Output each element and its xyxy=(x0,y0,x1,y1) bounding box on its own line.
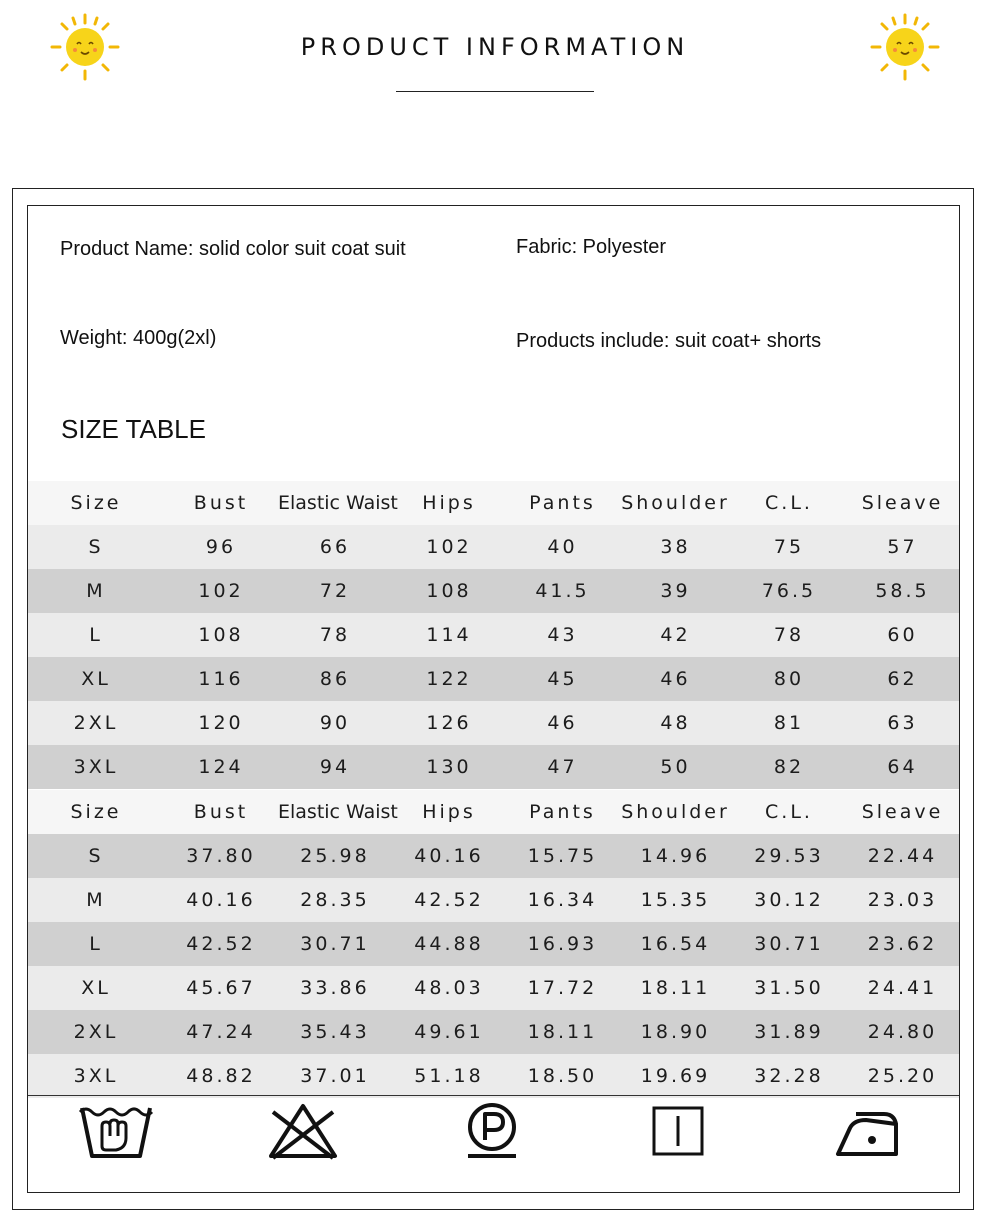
table-cell: 96 xyxy=(205,536,237,558)
table-cell: 14.96 xyxy=(640,845,711,867)
table-cell: 16.54 xyxy=(640,933,711,955)
table-cell: 108 xyxy=(426,580,472,602)
size-table-title: SIZE TABLE xyxy=(61,414,206,444)
table-row xyxy=(28,657,959,701)
table-cell: 102 xyxy=(198,580,244,602)
table-cell: 48 xyxy=(660,712,691,734)
table-cell: 18.11 xyxy=(527,1021,598,1043)
table-cell: 130 xyxy=(426,756,472,778)
table-cell: 114 xyxy=(426,624,472,646)
table-cell: 45.67 xyxy=(186,977,256,999)
table-row xyxy=(28,525,959,569)
table-cell: 66 xyxy=(319,536,351,558)
table-cell: 22.44 xyxy=(867,845,938,867)
size-table-inch xyxy=(28,790,959,1098)
table-row xyxy=(28,1054,959,1098)
table-cell: 17.72 xyxy=(527,977,598,999)
table-header-row xyxy=(28,481,959,525)
table-cell: 81 xyxy=(773,712,805,734)
table-cell: 126 xyxy=(426,712,472,734)
table-row xyxy=(28,878,959,922)
table-cell: 25.20 xyxy=(867,1065,938,1087)
header-cell: C.L. xyxy=(765,492,813,514)
table-cell: 16.93 xyxy=(527,933,598,955)
table-cell: 120 xyxy=(198,712,244,734)
header-cell: Hips xyxy=(422,801,476,823)
table-cell: 42 xyxy=(660,624,691,646)
table-cell: 40.16 xyxy=(414,845,484,867)
table-cell: L xyxy=(89,624,103,646)
table-cell: 28.35 xyxy=(300,889,370,911)
table-cell: 43 xyxy=(547,624,578,646)
table-row xyxy=(28,613,959,657)
table-cell: L xyxy=(89,933,103,955)
table-cell: 16.34 xyxy=(527,889,598,911)
header-cell: Size xyxy=(70,801,122,823)
table-cell: 45 xyxy=(547,668,578,690)
header-cell: Shoulder xyxy=(621,801,730,823)
table-row xyxy=(28,922,959,966)
table-cell: 31.89 xyxy=(754,1021,824,1043)
header-cell: Hips xyxy=(422,492,476,514)
table-cell: 82 xyxy=(773,756,805,778)
table-cell: 102 xyxy=(426,536,472,558)
table-row xyxy=(28,966,959,1010)
table-cell: 24.41 xyxy=(867,977,938,999)
table-cell: 37.80 xyxy=(186,845,256,867)
table-row xyxy=(28,1010,959,1054)
table-cell: 60 xyxy=(887,624,918,646)
table-cell: 122 xyxy=(426,668,472,690)
table-cell: 47.24 xyxy=(186,1021,256,1043)
table-cell: 50 xyxy=(660,756,691,778)
includes-text: Products include: suit coat+ shorts xyxy=(516,330,822,352)
table-cell: 51.18 xyxy=(414,1065,484,1087)
table-cell: 30.71 xyxy=(754,933,824,955)
table-cell: 108 xyxy=(198,624,244,646)
header-cell: Pants xyxy=(529,801,596,823)
table-cell: 2XL xyxy=(73,712,119,734)
header-cell: Sleave xyxy=(861,492,944,514)
table-cell: 19.69 xyxy=(640,1065,711,1087)
table-cell: 94 xyxy=(319,756,351,778)
table-cell: 64 xyxy=(887,756,918,778)
table-cell: 32.28 xyxy=(754,1065,824,1087)
title-underline xyxy=(396,91,594,92)
table-cell: 72 xyxy=(319,580,351,602)
page-title: PRODUCT INFORMATION xyxy=(300,33,690,61)
table-cell: 37.01 xyxy=(300,1065,370,1087)
table-cell: 23.62 xyxy=(867,933,938,955)
table-cell: 15.75 xyxy=(527,845,598,867)
table-cell: 86 xyxy=(319,668,351,690)
table-cell: 39 xyxy=(660,580,691,602)
table-cell: 57 xyxy=(887,536,918,558)
line-dry-icon xyxy=(638,1100,718,1162)
table-cell: 3XL xyxy=(73,756,119,778)
table-row xyxy=(28,834,959,878)
table-cell: 49.61 xyxy=(414,1021,484,1043)
table-cell: 24.80 xyxy=(867,1021,938,1043)
header-cell: Elastic Waist xyxy=(278,801,398,823)
table-cell: 48.03 xyxy=(414,977,484,999)
table-cell: 30.71 xyxy=(300,933,370,955)
dry-clean-p-icon xyxy=(452,1100,532,1162)
table-cell: 18.50 xyxy=(527,1065,598,1087)
table-cell: XL xyxy=(81,668,111,690)
table-cell: 42.52 xyxy=(186,933,256,955)
do-not-bleach-icon xyxy=(263,1100,343,1162)
table-cell: 40.16 xyxy=(186,889,256,911)
table-cell: XL xyxy=(81,977,111,999)
table-row xyxy=(28,745,959,789)
table-cell: 62 xyxy=(887,668,918,690)
table-cell: 44.88 xyxy=(414,933,484,955)
table-row xyxy=(28,701,959,745)
table-cell: 78 xyxy=(773,624,805,646)
table-cell: 18.90 xyxy=(640,1021,711,1043)
header-cell: C.L. xyxy=(765,801,813,823)
table-cell: 40 xyxy=(547,536,578,558)
header-cell: Shoulder xyxy=(621,492,730,514)
care-divider xyxy=(28,1095,959,1096)
table-cell: 116 xyxy=(198,668,244,690)
table-cell: 23.03 xyxy=(867,889,938,911)
table-cell: 48.82 xyxy=(186,1065,256,1087)
table-cell: M xyxy=(86,580,106,602)
table-cell: S xyxy=(88,536,104,558)
table-cell: 47 xyxy=(547,756,578,778)
table-cell: 31.50 xyxy=(754,977,824,999)
header-cell: Sleave xyxy=(861,801,944,823)
table-cell: 46 xyxy=(660,668,691,690)
header-cell: Bust xyxy=(193,492,249,514)
size-table-cm xyxy=(28,481,959,789)
fabric-text: Fabric: Polyester xyxy=(516,236,667,258)
table-cell: 42.52 xyxy=(414,889,484,911)
table-cell: 76.5 xyxy=(761,580,817,602)
table-cell: 15.35 xyxy=(640,889,711,911)
table-cell: 124 xyxy=(198,756,244,778)
table-header-row xyxy=(28,790,959,834)
table-cell: 3XL xyxy=(73,1065,119,1087)
header-cell: Bust xyxy=(193,801,249,823)
table-cell: 30.12 xyxy=(754,889,824,911)
table-cell: 29.53 xyxy=(754,845,824,867)
hand-wash-icon xyxy=(76,1100,156,1162)
product-name-text: Product Name: solid color suit coat suit xyxy=(60,238,406,260)
table-cell: 78 xyxy=(319,624,351,646)
header-cell: Size xyxy=(70,492,122,514)
table-cell: 2XL xyxy=(73,1021,119,1043)
table-cell: M xyxy=(86,889,106,911)
weight-text: Weight: 400g(2xl) xyxy=(60,327,217,349)
table-cell: 18.11 xyxy=(640,977,711,999)
table-cell: S xyxy=(88,845,104,867)
table-cell: 25.98 xyxy=(300,845,370,867)
header-cell: Pants xyxy=(529,492,596,514)
table-cell: 58.5 xyxy=(875,580,930,602)
table-cell: 35.43 xyxy=(300,1021,370,1043)
table-cell: 38 xyxy=(660,536,691,558)
table-cell: 33.86 xyxy=(300,977,370,999)
table-cell: 80 xyxy=(773,668,805,690)
table-row xyxy=(28,569,959,613)
header-cell: Elastic Waist xyxy=(278,492,398,514)
table-cell: 75 xyxy=(773,536,805,558)
iron-low-icon xyxy=(826,1100,906,1162)
table-cell: 63 xyxy=(887,712,918,734)
table-cell: 41.5 xyxy=(535,580,590,602)
table-cell: 90 xyxy=(319,712,351,734)
table-cell: 46 xyxy=(547,712,578,734)
